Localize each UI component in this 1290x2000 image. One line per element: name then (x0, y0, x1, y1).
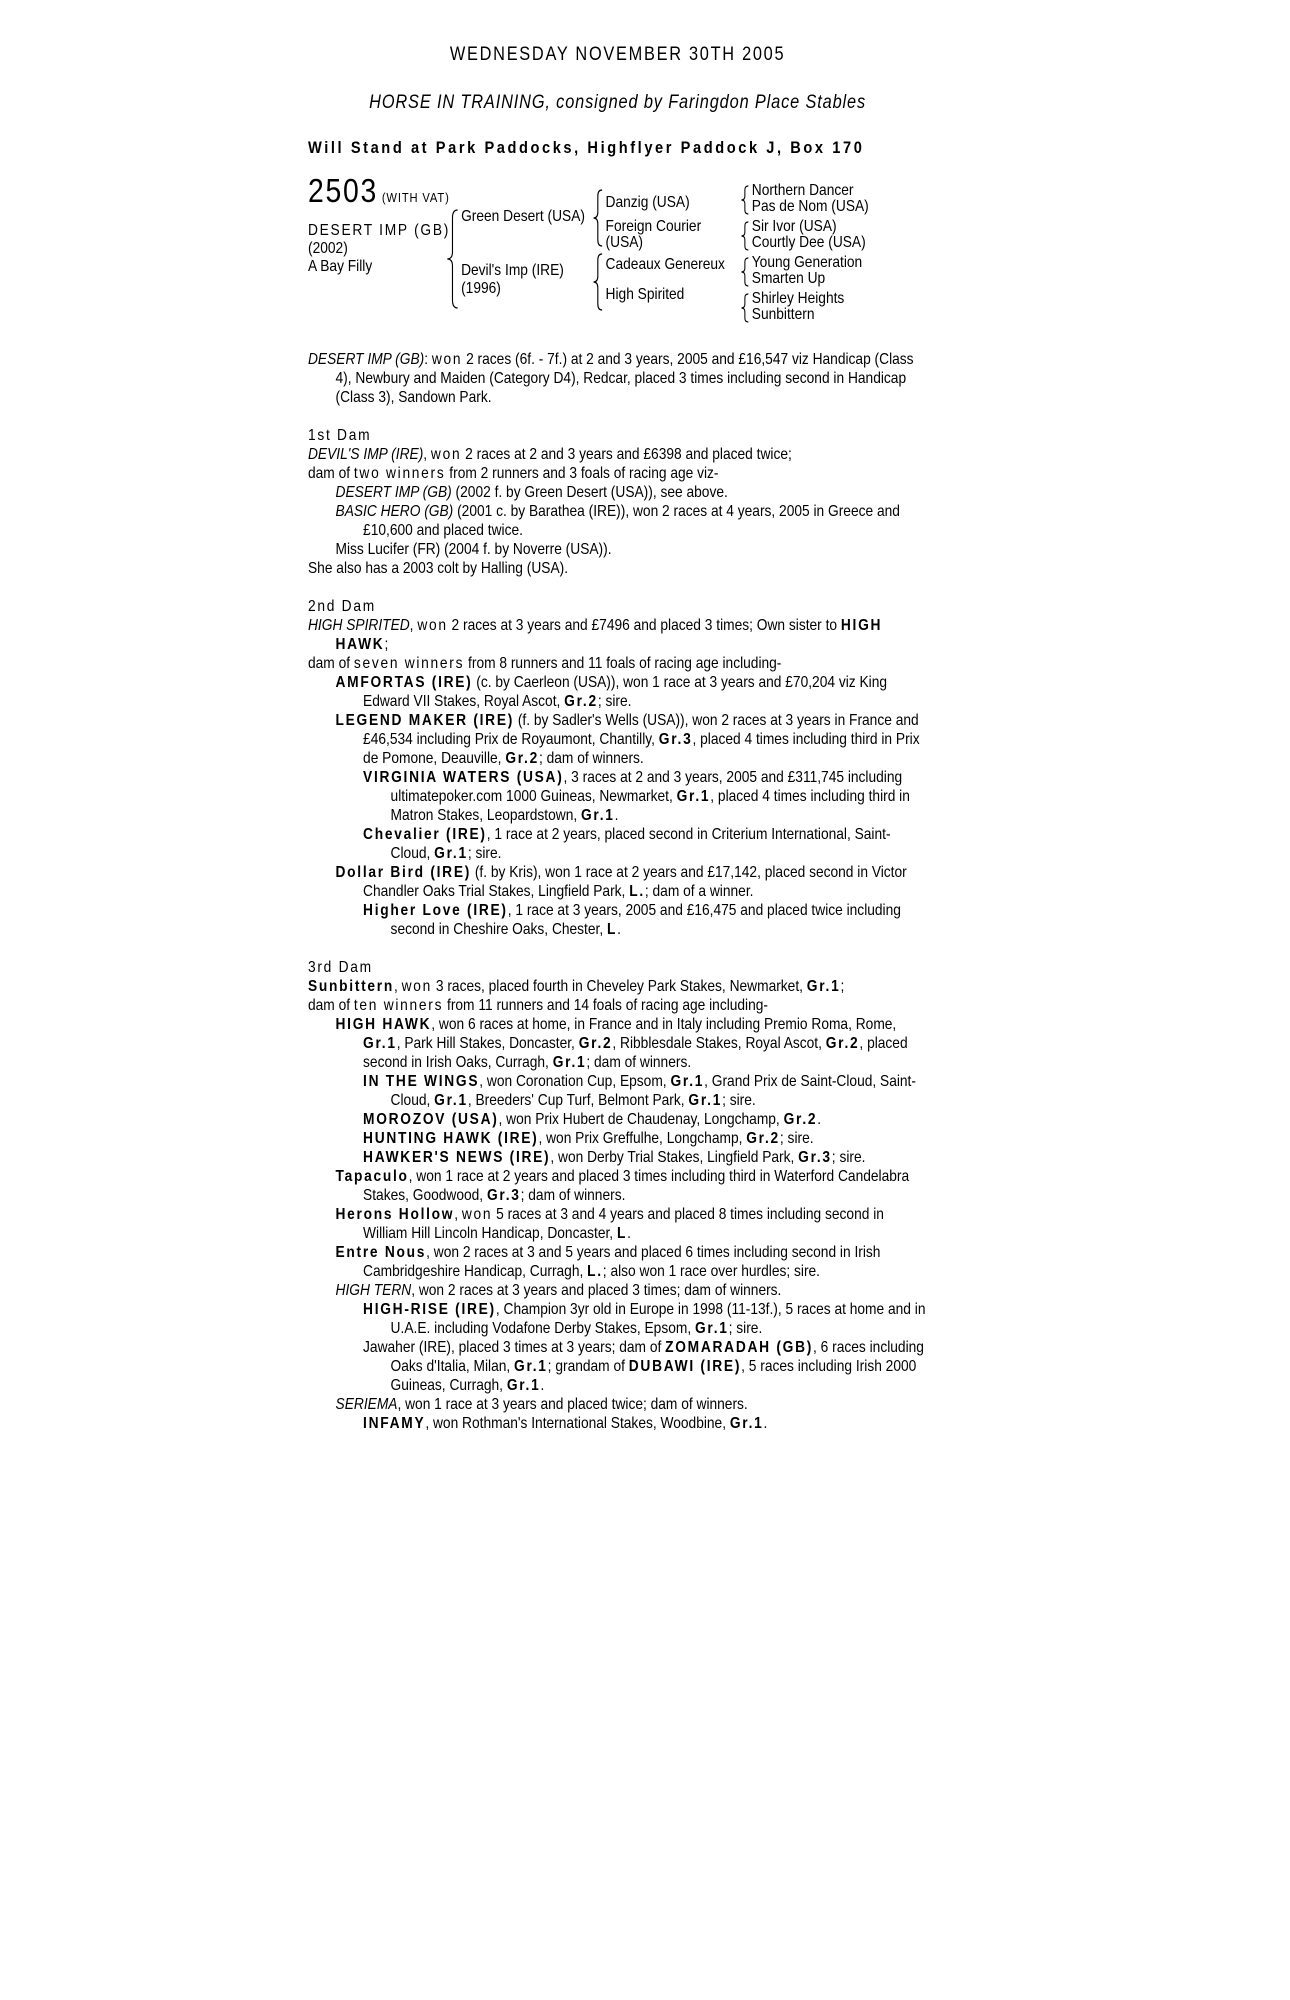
lot-number: 2503 (308, 172, 379, 209)
lot-number-line (308, 172, 450, 209)
dam2-entry-3: VIRGINIA WATERS (USA), 3 races at 2 and 3 years, 2005 and £311,745 including ultimatepoker.com 1000 Guineas, Newmarket, Gr.1, placed 4 times including third in Matron Stakes, Leopardstown, Gr.1. (363, 769, 910, 824)
dam2-produce-line: dam of seven winners from 8 runners and 11 foals of racing age including- (308, 655, 782, 672)
horse-year: (2002) (308, 240, 348, 257)
stand-location: Will Stand at Park Paddocks, Highflyer Paddock J, Box 170 (308, 138, 865, 157)
dam3-entry-13: INFAMY, won Rothman's International Stakes, Woodbine, Gr.1. (363, 1415, 768, 1432)
dam1-heading: 1st Dam (308, 427, 372, 444)
sale-date: WEDNESDAY NOVEMBER 30TH 2005 (449, 44, 786, 65)
pedigree-dds: Shirley Heights (751, 290, 845, 307)
dam1-foal-1: DESERT IMP (GB) (2002 f. by Green Desert (USA)), see above. (335, 484, 728, 501)
dam2-entry-6: Higher Love (IRE), 1 race at 3 years, 2005 and £16,475 and placed twice including second in Cheshire Oaks, Chester, L. (363, 902, 901, 938)
brace-3b (740, 220, 750, 252)
brace-2a (592, 188, 604, 248)
dam3-entry-8: Entre Nous, won 2 races at 3 and 5 years and placed 6 times including second in Irish Cambridgeshire Handicap, Curragh, L.; also won 1 race over hurdles; sire. (335, 1244, 881, 1280)
pedigree-sds: Sir Ivor (USA) (751, 218, 837, 235)
pedigree-sire-dam-2: (USA) (605, 234, 644, 251)
dam3-entry-9: HIGH TERN, won 2 races at 3 years and placed 3 times; dam of winners. (335, 1282, 782, 1299)
dam1-produce-line: dam of two winners from 2 runners and 3 foals of racing age viz- (308, 465, 719, 482)
brace-1 (446, 208, 460, 310)
dam3-entry-7: Herons Hollow, won 5 races at 3 and 4 years and placed 8 times including second in William Hill Lincoln Handicap, Doncaster, L. (335, 1206, 884, 1242)
dam3-entry-5: HAWKER'S NEWS (IRE), won Derby Trial Stakes, Lingfield Park, Gr.3; sire. (363, 1149, 866, 1166)
pedigree-dsd: Smarten Up (751, 270, 826, 287)
pedigree-sire-dam-1: Foreign Courier (605, 218, 702, 235)
pedigree-dam-dam: High Spirited (605, 286, 685, 303)
dam2-entry-1: AMFORTAS (IRE) (c. by Caerleon (USA)), won 1 race at 3 years and £70,204 viz King Edward VII Stakes, Royal Ascot, Gr.2; sire. (335, 674, 888, 710)
dam3-entry-10: HIGH-RISE (IRE), Champion 3yr old in Europe in 1998 (11-13f.), 5 races at home and in U.A.E. including Vodafone Derby Stakes, Epsom, Gr.1; sire. (363, 1301, 926, 1337)
pedigree-sire-sire: Danzig (USA) (605, 194, 690, 211)
pedigree-ddd: Sunbittern (751, 306, 815, 323)
race-record: DESERT IMP (GB): won 2 races (6f. - 7f.) at 2 and 3 years, 2005 and £16,547 viz Handicap (Class 4), Newbury and Maiden (Category D4), Redcar, placed 3 times including second in Handicap (Class 3), Sandown Park. (308, 351, 914, 406)
brace-3a (740, 184, 750, 216)
dam1-foal-3: Miss Lucifer (FR) (2004 f. by Noverre (USA)). (335, 541, 612, 558)
horse-name: DESERT IMP (GB) (308, 222, 451, 239)
pedigree-dam: Devil's Imp (IRE) (461, 262, 564, 279)
dam3-entry-6: Tapaculo, won 1 race at 2 years and placed 3 times including third in Waterford Candelabra Stakes, Goodwood, Gr.3; dam of winners. (335, 1168, 910, 1204)
dam2-line: HIGH SPIRITED, won 2 races at 3 years and £7496 and placed 3 times; Own sister to HIGH HAWK; (308, 617, 883, 653)
pedigree-sire: Green Desert (USA) (461, 208, 585, 225)
pedigree-dam-sire: Cadeaux Genereux (605, 256, 725, 273)
brace-3d (740, 292, 750, 324)
catalogue-body (308, 350, 927, 1433)
pedigree-sdd: Courtly Dee (USA) (751, 234, 866, 251)
pedigree-sss: Northern Dancer (751, 182, 854, 199)
dam3-entry-4: HUNTING HAWK (IRE), won Prix Greffulhe, Longchamp, Gr.2; sire. (363, 1130, 814, 1147)
dam3-entry-12: SERIEMA, won 1 race at 3 years and placed twice; dam of winners. (335, 1396, 748, 1413)
horse-description: A Bay Filly (308, 258, 373, 275)
dam1-foal-2: BASIC HERO (GB) (2001 c. by Barathea (IRE)), won 2 races at 4 years, 2005 in Greece and £10,600 and placed twice. (335, 503, 900, 539)
dam2-heading: 2nd Dam (308, 598, 376, 615)
consignment-line: HORSE IN TRAINING, consigned by Faringdon Place Stables (369, 92, 867, 113)
vat-note: (WITH VAT) (381, 190, 450, 205)
dam2-entry-5: Dollar Bird (IRE) (f. by Kris), won 1 race at 2 years and £17,142, placed second in Victor Chandler Oaks Trial Stakes, Lingfield Park, L.; dam of a winner. (335, 864, 907, 900)
dam3-heading: 3rd Dam (308, 959, 373, 976)
dam3-entry-1: HIGH HAWK, won 6 races at home, in France and in Italy including Premio Roma, Rome, Gr.1, Park Hill Stakes, Doncaster, Gr.2, Ribblesdale Stakes, Royal Ascot, Gr.2, placed second in Irish Oaks, Curragh, Gr.1; dam of winners. (335, 1016, 908, 1071)
dam2-entry-2: LEGEND MAKER (IRE) (f. by Sadler's Wells (USA)), won 2 races at 3 years in France and £46,534 including Prix de Royaumont, Chantilly, Gr.3, placed 4 times including third in Prix de Pomone, Deauville, Gr.2; dam of winners. (335, 712, 920, 767)
dam3-line: Sunbittern, won 3 races, placed fourth in Cheveley Park Stakes, Newmarket, Gr.1; (308, 978, 845, 995)
brace-2b (592, 252, 604, 312)
dam3-entry-3: MOROZOV (USA), won Prix Hubert de Chaudenay, Longchamp, Gr.2. (363, 1111, 822, 1128)
dam1-note: She also has a 2003 colt by Halling (USA). (308, 560, 569, 577)
dam2-entry-4: Chevalier (IRE), 1 race at 2 years, placed second in Criterium International, Saint-Cloud, Gr.1; sire. (363, 826, 891, 862)
pedigree-dam-year: (1996) (461, 280, 501, 297)
dam3-produce-line: dam of ten winners from 11 runners and 14 foals of racing age including- (308, 997, 769, 1014)
dam3-entry-11: Jawaher (IRE), placed 3 times at 3 years; dam of ZOMARADAH (GB), 6 races including Oaks d'Italia, Milan, Gr.1; grandam of DUBAWI (IRE), 5 races including Irish 2000 Guineas, Curragh, Gr.1. (363, 1339, 924, 1394)
pedigree-ssd: Pas de Nom (USA) (751, 198, 869, 215)
dam3-entry-2: IN THE WINGS, won Coronation Cup, Epsom, Gr.1, Grand Prix de Saint-Cloud, Saint-Cloud, Gr.1, Breeders' Cup Turf, Belmont Park, Gr.1; sire. (363, 1073, 916, 1109)
pedigree-dss: Young Generation (751, 254, 863, 271)
pedigree-table (308, 172, 927, 338)
brace-3c (740, 256, 750, 288)
dam1-line: DEVIL'S IMP (IRE), won 2 races at 2 and 3 years and £6398 and placed twice; (308, 446, 792, 463)
